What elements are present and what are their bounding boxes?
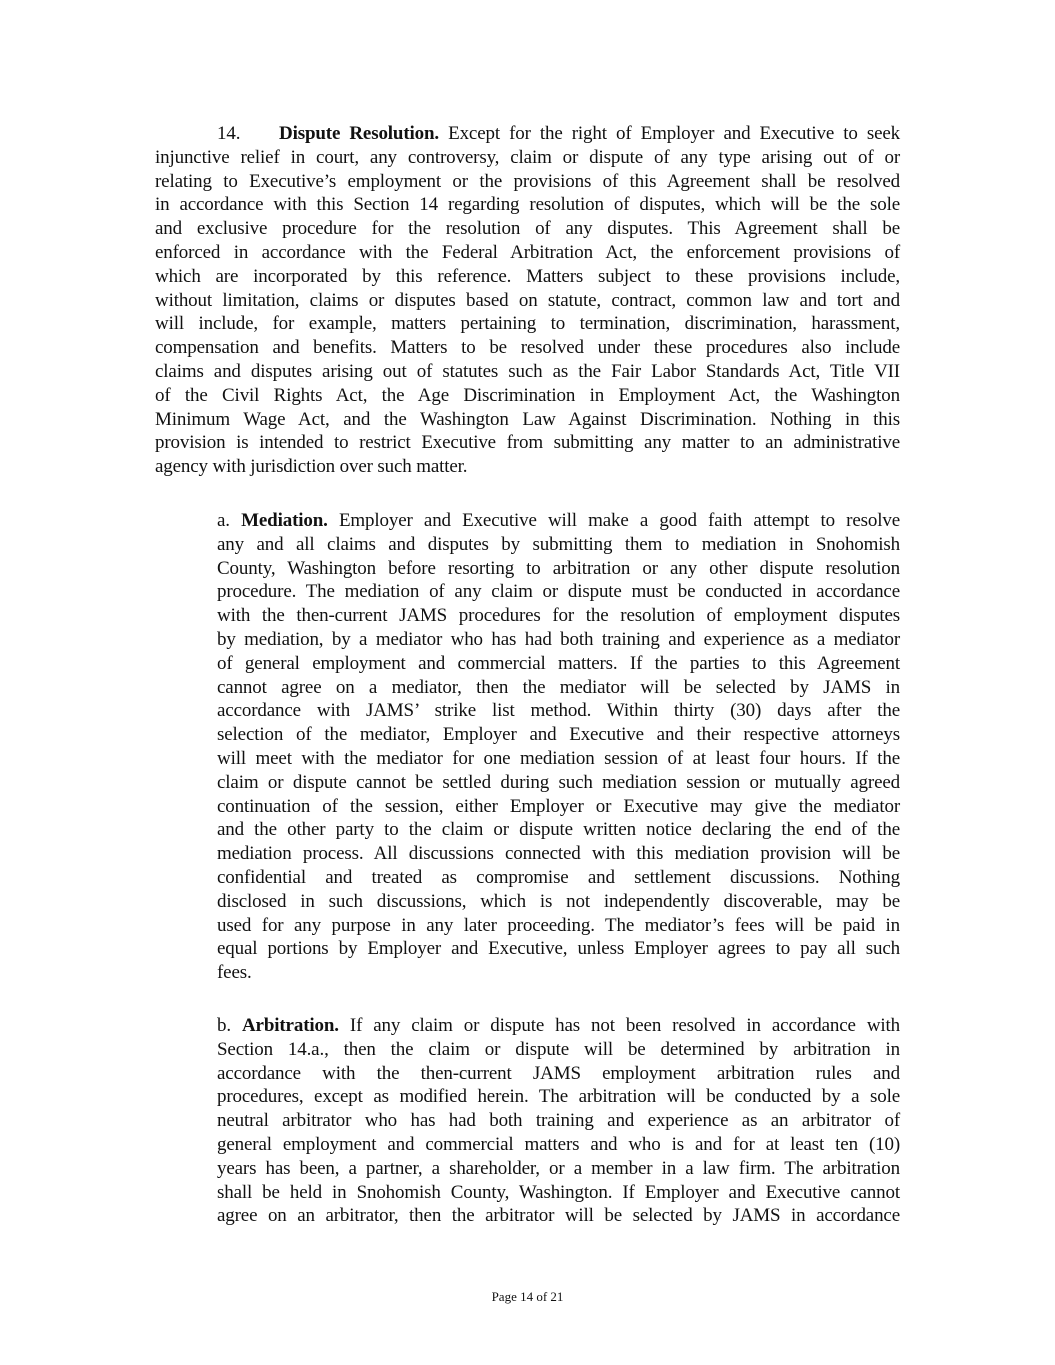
- text-line: claim or dispute cannot be settled during such mediation session or mutually agreed: [217, 771, 900, 793]
- text-line: shall be held in Snohomish County, Washington. If Employer and Executive cannot: [217, 1181, 900, 1203]
- text-line: mediation process. All discussions connected with this mediation provision will be: [217, 843, 900, 865]
- page-number-footer: Page 14 of 21: [491, 1289, 564, 1304]
- subsection-b-arbitration: [217, 1014, 900, 1228]
- section-14-dispute-resolution: [155, 122, 900, 479]
- text-line: agency with jurisdiction over such matter.: [155, 456, 468, 478]
- text-line: used for any purpose in any later proceeding. The mediator’s fees will be paid in: [217, 914, 900, 936]
- text-line: compensation and benefits. Matters to be resolved under these procedures also include: [155, 337, 900, 359]
- text-line: any and all claims and disputes by submitting them to mediation in Snohomish: [217, 533, 900, 555]
- subsection-heading: Arbitration.: [241, 1015, 339, 1036]
- subsection-a-mediation: [217, 509, 900, 985]
- text-line: cannot agree on a mediator, then the mediator will be selected by JAMS in: [217, 676, 900, 698]
- paragraph-lines: [155, 146, 900, 479]
- text-line: enforced in accordance with the Federal Arbitration Act, the enforcement provisions of: [155, 241, 900, 263]
- text-line: County, Washington before resorting to arbitration or any other dispute resolution: [217, 557, 900, 579]
- text-line: and exclusive procedure for the resolution of any disputes. This Agreement shall be: [155, 218, 900, 240]
- paragraph-lines: [217, 1038, 900, 1228]
- text-line: confidential and treated as compromise and settlement discussions. Nothing: [217, 866, 900, 888]
- text-line: of the Civil Rights Act, the Age Discrimination in Employment Act, the Washington: [155, 384, 900, 406]
- text-line: Minimum Wage Act, and the Washington Law Against Discrimination. Nothing in this: [155, 408, 900, 430]
- text-line: with the then-current JAMS procedures for the resolution of employment disputes: [217, 605, 900, 627]
- text-line: provision is intended to restrict Executive from submitting any matter to an administrative: [155, 432, 900, 454]
- text-line: of general employment and commercial matters. If the parties to this Agreement: [217, 652, 900, 674]
- text-line: agree on an arbitrator, then the arbitrator will be selected by JAMS in accordance: [217, 1205, 900, 1227]
- text-line: which are incorporated by this reference. Matters subject to these provisions include,: [155, 265, 900, 287]
- text-line: by mediation, by a mediator who has had both training and experience as a mediator: [217, 628, 900, 650]
- text-line: disclosed in such discussions, which is not independently discoverable, may be: [217, 890, 900, 912]
- text-line: accordance with JAMS’ strike list method. Within thirty (30) days after the: [217, 700, 900, 722]
- text-line: accordance with the then-current JAMS employment arbitration rules and: [217, 1062, 900, 1084]
- text-line: without limitation, claims or disputes based on statute, contract, common law and tort and: [155, 289, 900, 311]
- paragraph-first-line: a. Mediation. Employer and Executive will make a good faith attempt to resolve: [217, 510, 900, 531]
- paragraph-first-line: b. Arbitration. If any claim or dispute has not been resolved in accordance with: [217, 1015, 900, 1036]
- text-line: claims and disputes arising out of statutes such as the Fair Labor Standards Act, Title VII: [155, 360, 900, 382]
- text-line: will include, for example, matters pertaining to termination, discrimination, harassment,: [155, 313, 900, 335]
- text-line: general employment and commercial matters and who is and for at least ten (10): [217, 1133, 900, 1155]
- text-line: neutral arbitrator who has had both training and experience as an arbitrator of: [217, 1110, 900, 1132]
- section-heading: Dispute Resolution.: [279, 123, 440, 144]
- paragraph-first-line: 14. Dispute Resolution. Except for the right of Employer and Executive to seek: [155, 122, 900, 146]
- text-line: selection of the mediator, Employer and Executive and their respective attorneys: [217, 724, 900, 746]
- text-line: and the other party to the claim or dispute written notice declaring the end of the: [217, 819, 900, 841]
- text-line: years has been, a partner, a shareholder, or a member in a law firm. The arbitration: [217, 1157, 900, 1179]
- section-number: 14.: [217, 123, 241, 144]
- text-line: injunctive relief in court, any controversy, claim or dispute of any type arising out of or: [155, 146, 900, 168]
- text-line: procedures, except as modified herein. The arbitration will be conducted by a sole: [217, 1086, 900, 1108]
- text-line: equal portions by Employer and Executive, unless Employer agrees to pay all such: [217, 938, 900, 960]
- text-line: fees.: [217, 962, 252, 984]
- text-line: will meet with the mediator for one mediation session of at least four hours. If the: [217, 747, 900, 769]
- text-line: continuation of the session, either Employer or Executive may give the mediator: [217, 795, 900, 817]
- subsection-heading: Mediation.: [241, 510, 328, 531]
- text-line: Section 14.a., then the claim or dispute will be determined by arbitration in: [217, 1038, 900, 1060]
- text-line: relating to Executive’s employment or the provisions of this Agreement shall be resolved: [155, 170, 900, 192]
- paragraph-lines: [217, 533, 900, 985]
- text-line: in accordance with this Section 14 regarding resolution of disputes, which will be the sole: [155, 194, 900, 216]
- text-line: procedure. The mediation of any claim or dispute must be conducted in accordance: [217, 581, 900, 603]
